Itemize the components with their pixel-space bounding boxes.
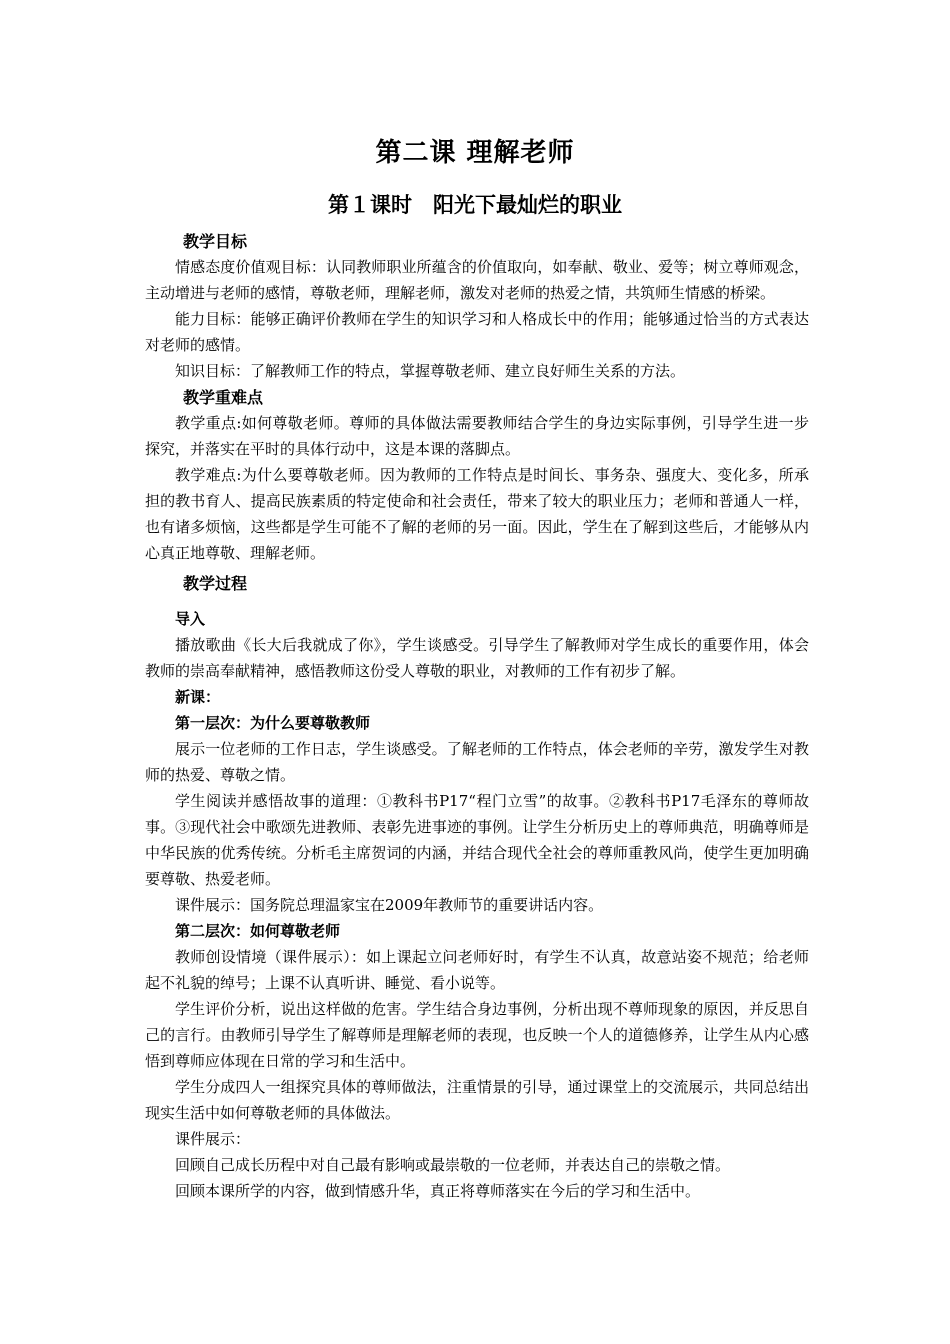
level2-paragraph: 课件展示： — [175, 1130, 251, 1148]
new-lesson-label: 新课： — [175, 688, 221, 706]
level2-paragraph: 学生评价分析，说出这样做的危害。学生结合身边事例，分析出现不尊师现象的原因，并反思自己的言行。由教师引导学生了解尊师是理解老师的表现，也反映一个人的道德修养，让学生从内心感悟到尊师应体现在日常的学习和生活中。 — [145, 1000, 809, 1070]
level1-paragraph: 学生阅读并感悟故事的道理：①教科书P17“程门立雪”的故事。②教科书P17毛泽东的尊师故事。③现代社会中歌颂先进教师、表彰先进事迹的事例。让学生分析历史上的尊师典范，明确尊师是中华民族的优秀传统。分析毛主席贺词的内涵，并结合现代全社会的尊师重教风尚，使学生更加明确要尊敬、热爱老师。 — [145, 792, 809, 888]
section-heading-goals: 教学目标 — [183, 232, 248, 251]
lesson-title: 第二课 理解老师 — [375, 138, 575, 168]
level1-paragraph: 展示一位老师的工作日志，学生谈感受。了解老师的工作特点，体会老师的辛劳，激发学生对教师的热爱、尊敬之情。 — [145, 740, 809, 784]
intro-label: 导入 — [175, 610, 206, 628]
intro-paragraph: 播放歌曲《长大后我就成了你》，学生谈感受。引导学生了解教师对学生成长的重要作用，体会教师的崇高奉献精神，感悟教师这份受人尊敬的职业，对教师的工作有初步了解。 — [145, 636, 809, 680]
level1-paragraph: 课件展示：国务院总理温家宝在2009年教师节的重要讲话内容。 — [175, 896, 604, 914]
level2-paragraph: 学生分成四人一组探究具体的尊师做法，注重情景的引导，通过课堂上的交流展示，共同总结出现实生活中如何尊敬老师的具体做法。 — [145, 1078, 809, 1122]
level1-heading: 第一层次：为什么要尊敬教师 — [175, 714, 371, 732]
level2-paragraph: 回顾本课所学的内容，做到情感升华，真正将尊师落实在今后的学习和生活中。 — [175, 1182, 701, 1200]
lesson-subtitle: 第１课时 阳光下最灿烂的职业 — [328, 193, 622, 217]
keypoint-paragraph: 教学难点:为什么要尊敬老师。因为教师的工作特点是时间长、事务杂、强度大、变化多，所承担的教书育人、提高民族素质的特定使命和社会责任，带来了较大的职业压力；老师和普通人一样，也有诸多烦恼，这些都是学生可能不了解的老师的另一面。因此，学生在了解到这些后，才能够从内心真正地尊敬、理解老师。 — [145, 466, 809, 562]
goal-paragraph: 知识目标：了解教师工作的特点，掌握尊敬老师、建立良好师生关系的方法。 — [175, 362, 686, 380]
level2-paragraph: 教师创设情境（课件展示）：如上课起立问老师好时，有学生不认真，故意站姿不规范；给老师起不礼貌的绰号；上课不认真听讲、睡觉、看小说等。 — [145, 948, 809, 992]
goal-paragraph: 情感态度价值观目标：认同教师职业所蕴含的价值取向，如奉献、敬业、爱等；树立尊师观念，主动增进与老师的感情，尊敬老师，理解老师，激发对老师的热爱之情，共筑师生情感的桥梁。 — [145, 258, 809, 302]
goal-paragraph: 能力目标：能够正确评价教师在学生的知识学习和人格成长中的作用；能够通过恰当的方式表达对老师的感情。 — [145, 310, 809, 354]
level2-heading: 第二层次：如何尊敬老师 — [175, 922, 341, 940]
lesson-body — [145, 228, 809, 1204]
level2-paragraph: 回顾自己成长历程中对自己最有影响或最崇敬的一位老师，并表达自己的崇敬之情。 — [175, 1156, 731, 1174]
section-heading-keypoints: 教学重难点 — [183, 388, 264, 407]
keypoint-paragraph: 教学重点:如何尊敬老师。尊师的具体做法需要教师结合学生的身边实际事例，引导学生进一步探究，并落实在平时的具体行动中，这是本课的落脚点。 — [145, 414, 809, 458]
section-heading-process: 教学过程 — [183, 574, 248, 593]
